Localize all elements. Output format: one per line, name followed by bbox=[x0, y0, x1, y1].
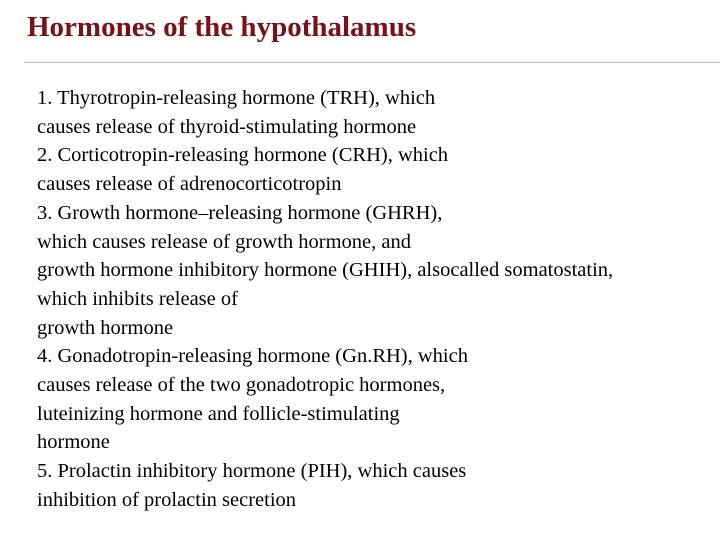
body-line: 4. Gonadotropin-releasing hormone (Gn.RH), which bbox=[37, 345, 468, 368]
body-line: hormone bbox=[37, 431, 110, 454]
body-line: causes release of adrenocorticotropin bbox=[37, 173, 342, 196]
body-line: which inhibits release of bbox=[37, 287, 238, 310]
body-line: growth hormone inhibitory hormone (GHIH), alsocalled somatostatin, bbox=[37, 259, 614, 282]
body-line: causes release of the two gonadotropic hormones, bbox=[37, 374, 446, 397]
body-line: inhibition of prolactin secretion bbox=[37, 488, 297, 511]
slide-title: Hormones of the hypothalamus bbox=[27, 11, 417, 43]
slide-body bbox=[37, 84, 717, 515]
body-line: 2. Corticotropin-releasing hormone (CRH), which bbox=[37, 144, 449, 167]
body-line: causes release of thyroid-stimulating hormone bbox=[37, 115, 417, 138]
body-line: growth hormone bbox=[37, 316, 174, 339]
body-line: which causes release of growth hormone, and bbox=[37, 230, 411, 253]
body-line: luteinizing hormone and follicle-stimulating bbox=[37, 402, 400, 425]
body-line: 3. Growth hormone–releasing hormone (GHRH), bbox=[37, 201, 443, 224]
body-line: 5. Prolactin inhibitory hormone (PIH), which causes bbox=[37, 460, 467, 483]
body-line: 1. Thyrotropin-releasing hormone (TRH), which bbox=[37, 87, 436, 109]
title-divider bbox=[24, 62, 720, 63]
